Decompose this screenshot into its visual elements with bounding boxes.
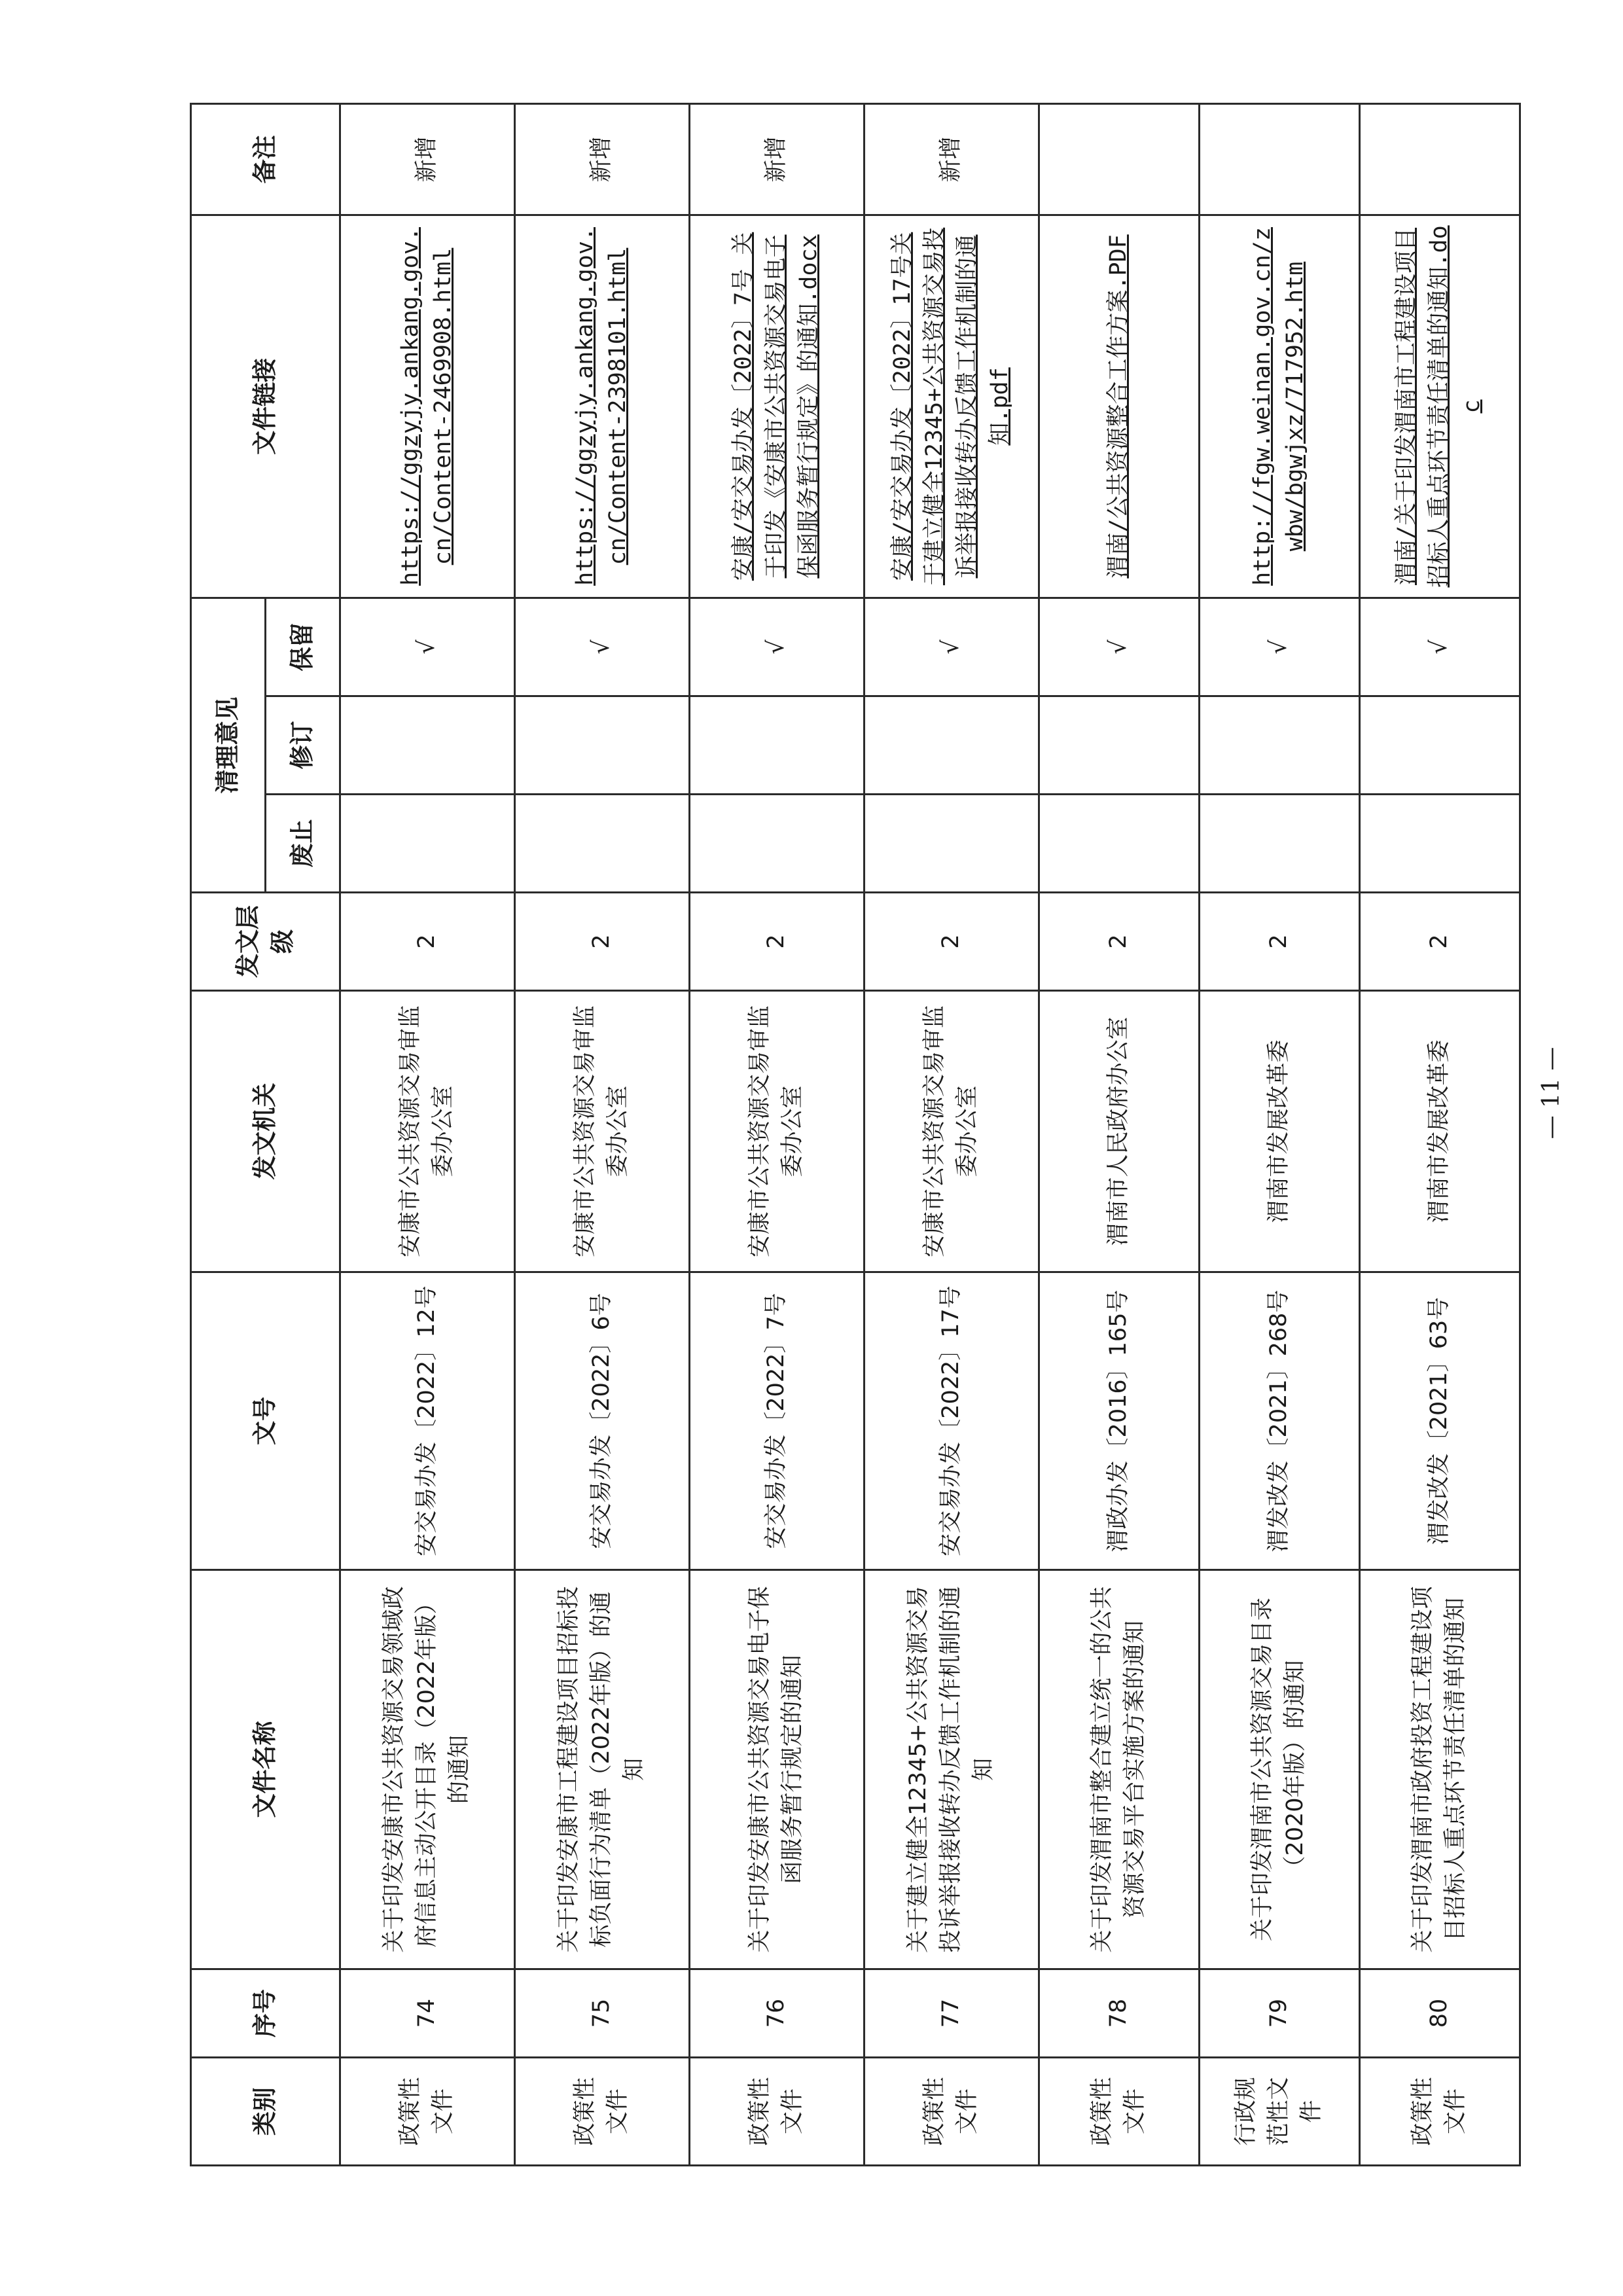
- row-opinion-keep-checkmark: √: [865, 598, 1039, 696]
- row-opinion-keep-checkmark: √: [1200, 598, 1360, 696]
- row-file-link[interactable]: https://ggzyjy.ankang.gov.cn/Content-2469908.html: [340, 215, 515, 598]
- row-title: 关于印发安康市工程建设项目招标投标负面行为清单（2022年版）的通知: [515, 1570, 690, 1969]
- header-category: 类别: [191, 2058, 340, 2166]
- row-issuer: 安康市公共资源交易审监委办公室: [690, 991, 865, 1272]
- row-opinion-revise: [1039, 696, 1200, 795]
- table-row: [1360, 103, 1520, 2165]
- row-title: 关于印发安康市公共资源交易领域政府信息主动公开目录（2022年版）的通知: [340, 1570, 515, 1969]
- row-opinion-abolish: [340, 795, 515, 893]
- header-link: 文件链接: [191, 215, 340, 598]
- row-doc-number: 渭政办发〔2016〕165号: [1039, 1272, 1200, 1570]
- row-issuer: 渭南市发展改革委: [1200, 991, 1360, 1272]
- row-title: 关于建立健全12345+公共资源交易投诉举报接收转办反馈工作机制的通知: [865, 1570, 1039, 1969]
- table-row: [690, 103, 865, 2165]
- row-opinion-keep-checkmark: √: [1039, 598, 1200, 696]
- table-row: [515, 103, 690, 2165]
- row-opinion-abolish: [1200, 795, 1360, 893]
- row-doc-number: 渭发改发〔2021〕63号: [1360, 1272, 1520, 1570]
- row-level: 2: [1039, 893, 1200, 991]
- table-row: [865, 103, 1039, 2165]
- table-row: [340, 103, 515, 2165]
- row-opinion-revise: [690, 696, 865, 795]
- row-issuer: 安康市公共资源交易审监委办公室: [515, 991, 690, 1272]
- row-category: 政策性文件: [1039, 2058, 1200, 2166]
- row-doc-number: 安交易办发〔2022〕6号: [515, 1272, 690, 1570]
- row-opinion-revise: [515, 696, 690, 795]
- header-serial: 序号: [191, 1969, 340, 2058]
- page-number: — 11 —: [1537, 1047, 1565, 1139]
- row-category: 政策性文件: [515, 2058, 690, 2166]
- header-issuer: 发文机关: [191, 991, 340, 1272]
- row-opinion-revise: [1200, 696, 1360, 795]
- row-category: 行政规范性文件: [1200, 2058, 1360, 2166]
- header-note: 备注: [191, 103, 340, 215]
- row-file-link[interactable]: http://fgw.weinan.gov.cn/zwbw/bgwjxz/717952.htm: [1200, 215, 1360, 598]
- row-note: [1200, 103, 1360, 215]
- row-file-link[interactable]: 安康/安交易办发〔2022〕7号 关于印发《安康市公共资源交易电子保函服务暂行规定》的通知.docx: [690, 215, 865, 598]
- row-level: 2: [515, 893, 690, 991]
- row-note: [1039, 103, 1200, 215]
- row-category: 政策性文件: [1360, 2058, 1520, 2166]
- row-opinion-abolish: [515, 795, 690, 893]
- header-opinion-keep: 保留: [266, 598, 340, 696]
- row-issuer: 安康市公共资源交易审监委办公室: [865, 991, 1039, 1272]
- row-title: 关于印发渭南市政府投资工程建设项目招标人重点环节责任清单的通知: [1360, 1570, 1520, 1969]
- row-file-link[interactable]: 安康/安交易办发〔2022〕17号关于建立健全12345+公共资源交易投诉举报接收转办反馈工作机制的通知.pdf: [865, 215, 1039, 598]
- row-doc-number: 安交易办发〔2022〕7号: [690, 1272, 865, 1570]
- row-doc-number: 渭发改发〔2021〕268号: [1200, 1272, 1360, 1570]
- header-title: 文件名称: [191, 1570, 340, 1969]
- row-level: 2: [690, 893, 865, 991]
- row-title: 关于印发安康市公共资源交易电子保函服务暂行规定的通知: [690, 1570, 865, 1969]
- row-opinion-revise: [865, 696, 1039, 795]
- row-serial: 78: [1039, 1969, 1200, 2058]
- row-serial: 74: [340, 1969, 515, 2058]
- table-row: [1039, 103, 1200, 2165]
- row-file-link[interactable]: 渭南/关于印发渭南市工程建设项目招标人重点环节责任清单的通知.doc: [1360, 215, 1520, 598]
- row-serial: 80: [1360, 1969, 1520, 2058]
- policy-document-table: [190, 103, 1521, 2166]
- row-note: 新增: [690, 103, 865, 215]
- table-header-row: [191, 103, 266, 2165]
- row-file-link[interactable]: https://ggzyjy.ankang.gov.cn/Content-2398101.html: [515, 215, 690, 598]
- row-level: 2: [340, 893, 515, 991]
- row-opinion-keep-checkmark: √: [1360, 598, 1520, 696]
- row-title: 关于印发渭南市公共资源交易目录（2020年版）的通知: [1200, 1570, 1360, 1969]
- row-doc-number: 安交易办发〔2022〕12号: [340, 1272, 515, 1570]
- row-serial: 76: [690, 1969, 865, 2058]
- row-opinion-abolish: [690, 795, 865, 893]
- row-serial: 75: [515, 1969, 690, 2058]
- rotated-table-wrapper: [190, 105, 1485, 2166]
- row-level: 2: [1360, 893, 1520, 991]
- row-category: 政策性文件: [690, 2058, 865, 2166]
- table-row: [1200, 103, 1360, 2165]
- header-level: 发文层级: [191, 893, 340, 991]
- row-note: 新增: [340, 103, 515, 215]
- row-opinion-keep-checkmark: √: [515, 598, 690, 696]
- row-opinion-keep-checkmark: √: [690, 598, 865, 696]
- row-serial: 77: [865, 1969, 1039, 2058]
- row-serial: 79: [1200, 1969, 1360, 2058]
- row-issuer: 渭南市人民政府办公室: [1039, 991, 1200, 1272]
- row-category: 政策性文件: [340, 2058, 515, 2166]
- row-opinion-revise: [340, 696, 515, 795]
- row-file-link[interactable]: 渭南/公共资源整合工作方案.PDF: [1039, 215, 1200, 598]
- header-opinion-revise: 修订: [266, 696, 340, 795]
- row-opinion-revise: [1360, 696, 1520, 795]
- row-opinion-abolish: [1039, 795, 1200, 893]
- row-issuer: 渭南市发展改革委: [1360, 991, 1520, 1272]
- row-doc-number: 安交易办发〔2022〕17号: [865, 1272, 1039, 1570]
- row-note: [1360, 103, 1520, 215]
- row-note: 新增: [515, 103, 690, 215]
- header-doc-number: 文号: [191, 1272, 340, 1570]
- row-level: 2: [865, 893, 1039, 991]
- row-issuer: 安康市公共资源交易审监委办公室: [340, 991, 515, 1272]
- header-opinion: 清理意见: [191, 598, 266, 892]
- row-opinion-keep-checkmark: √: [340, 598, 515, 696]
- header-opinion-abolish: 废止: [266, 795, 340, 893]
- row-category: 政策性文件: [865, 2058, 1039, 2166]
- row-opinion-abolish: [865, 795, 1039, 893]
- row-note: 新增: [865, 103, 1039, 215]
- row-opinion-abolish: [1360, 795, 1520, 893]
- row-level: 2: [1200, 893, 1360, 991]
- row-title: 关于印发渭南市整合建立统一的公共资源交易平台实施方案的通知: [1039, 1570, 1200, 1969]
